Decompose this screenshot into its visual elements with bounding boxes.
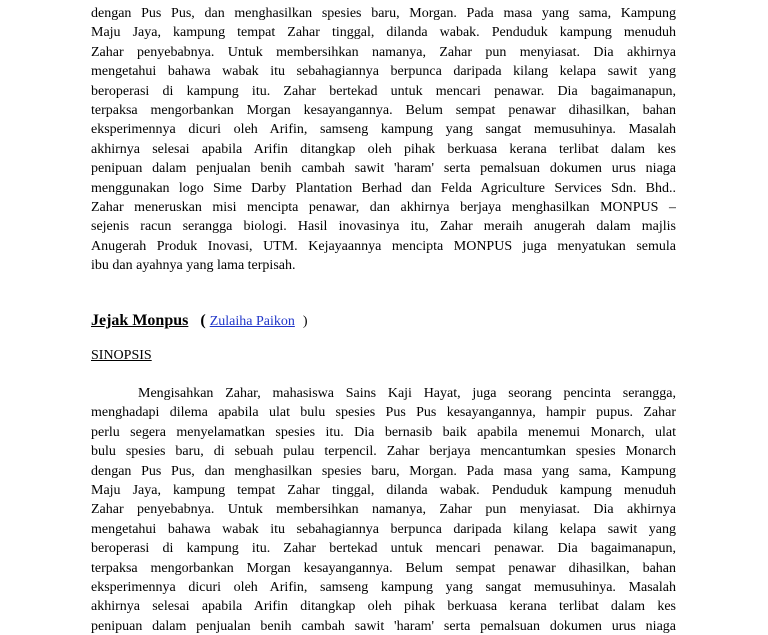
text-line: penipuan dalam penjualan benih cambah sawit 'haram' serta pemalsuan dokumen urus niaga [91, 618, 676, 634]
text-line: bulu spesies baru, di sebuah pulau terpencil. Zahar berjaya mencantumkan spesies Monarch [91, 444, 676, 460]
story-title: Jejak Monpus [91, 312, 189, 329]
synopsis-label: SINOPSIS [91, 348, 152, 363]
text-line: sejenis racun serangga biologi. Hasil inovasinya itu, Zahar meraih anugerah dalam majlis [91, 219, 676, 235]
open-paren: ( [200, 312, 206, 329]
text-line: perlu segera menyelamatkan spesies itu. Dia bernasib baik apabila menemui Monarch, ulat [91, 424, 676, 440]
text-line: penipuan dalam penjualan benih cambah sawit 'haram' serta pemalsuan dokumen urus niaga [91, 161, 676, 177]
text-line: akhirnya selesai apabila Arifin ditangkap oleh pihak berkuasa kerana terlibat dalam kes [91, 141, 676, 157]
text-line: mengetahui bahawa wabak itu sebahagiannya berpunca daripada kilang kelapa sawit yang [91, 64, 676, 80]
text-line: Zahar penyebabnya. Untuk membersihkan namanya, Zahar pun menyiasat. Dia akhirnya [91, 44, 676, 60]
text-line: eksperimennya dicuri oleh Arifin, samseng kampung yang sangat memusuhinya. Masalah [91, 580, 676, 595]
text-line: menghadapi dilema apabila ulat bulu spesies Pus Pus kesayangannya, hampir pupus. Zahar [91, 405, 676, 421]
text-line: Maju Jaya, kampung tempat Zahar tinggal, dilanda wabak. Penduduk kampung menuduh [91, 483, 676, 498]
text-line: dengan Pus Pus, dan menghasilkan spesies baru, Morgan. Pada masa yang sama, Kampung [91, 6, 676, 21]
text-line: terpaksa mengorbankan Morgan kesayangannya. Belum sempat penawar dihasilkan, bahan [91, 103, 676, 118]
text-line: dengan Pus Pus, dan menghasilkan spesies baru, Morgan. Pada masa yang sama, Kampung [91, 463, 676, 479]
text-line: Anugerah Produk Inovasi, UTM. Kejayaannya mencipta MONPUS juga menyatukan semula [91, 238, 676, 254]
text-line: menggunakan logo Sime Darby Plantation Berhad dan Felda Agriculture Services Sdn. Bhd.. [91, 180, 676, 196]
text-line: Maju Jaya, kampung tempat Zahar tinggal, dilanda wabak. Penduduk kampung menuduh [91, 25, 676, 41]
text-line: ibu dan ayahnya yang lama terpisah. [91, 258, 296, 274]
text-line: Zahar penyebabnya. Untuk membersihkan namanya, Zahar pun menyiasat. Dia akhirnya [91, 502, 676, 518]
close-paren: ) [302, 314, 308, 329]
text-line: beroperasi di kampung itu. Zahar bertekad untuk mencari penawar. Dia bagaimanapun, [91, 541, 676, 557]
author-link[interactable]: Zulaiha Paikon [209, 314, 295, 329]
text-line: akhirnya selesai apabila Arifin ditangkap oleh pihak berkuasa kerana terlibat dalam kes [91, 599, 676, 615]
text-line: mengetahui bahawa wabak itu sebahagiannya berpunca daripada kilang kelapa sawit yang [91, 521, 676, 537]
section-heading [91, 311, 308, 332]
text-line: terpaksa mengorbankan Morgan kesayangannya. Belum sempat penawar dihasilkan, bahan [91, 560, 676, 576]
text-line: eksperimennya dicuri oleh Arifin, samseng kampung yang sangat memusuhinya. Masalah [91, 122, 676, 138]
text-line: beroperasi di kampung itu. Zahar bertekad untuk mencari penawar. Dia bagaimanapun, [91, 83, 676, 99]
text-line: Zahar meneruskan misi mencipta penawar, dan akhirnya berjaya menghasilkan MONPUS – [91, 200, 676, 215]
text-line: Mengisahkan Zahar, mahasiswa Sains Kaji Hayat, juga seorang pencinta serangga, [138, 386, 676, 401]
